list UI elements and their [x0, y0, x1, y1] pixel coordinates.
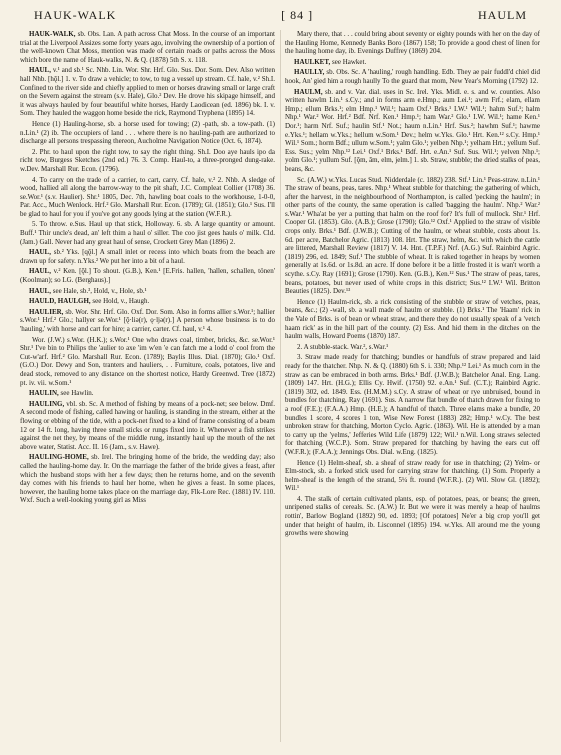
entry-text: Sc. (A.W.) w.Yks. Lucas Stud. Nidderdale (c. 1882) 238. Stf.¹ Lin.¹ Peas-straw. n.Lin.¹ The straw of beans, peas, tares. Nhp.¹ Wheat stubble for thatching; the gathering of which, after the harvest, in the neighbourhood of Northampton, is called 'pecking the haulm'; in other parts of the county, the same operation is called 'bagging the haulm'. Nhp.² War.² s.War.¹ Wha'at be yer a putting that halm on the roof for? It's full of mullock. Shr.¹ Hrf. Cooper Gl. (1853). Glo. (A.B.); Grose (1790); Glo.¹² Oxf.¹ Applied to the straw of visible crops only. Brks.¹ Bdf. (J.W.B.); Cutting of the haulm, or wheat stubble, costs about 1s. 6d. per acre, Batchelor Agric. (1813) 108. Hrt. The straw, helm, &c. with which the cattle are littered, Marshall Review (1817) V. 14. Hnt. (T.P.F.) Nrf. (A.G.) Suf. Rainbird Agric. (1819) 296, ed. 1849; Suf.¹ The stubble of wheat. It is raked together in heaps by women generally at 1s.6d. or 1s.8d. an acre. If done before it be a little frosted it is wan't worth a scythe. s.Cy. Ray (1691); Grose (1790). Ken. (G.B.), Ken.¹² Sus.¹ The straw of peas, tares, beans, potatoes, but never used of white crops in this district; Sus.¹² I.W.¹ Wil. Britton Beauties (1825). Dev.¹³	[285, 175, 540, 296]
entry-text: v.¹ and sb.¹ Sc. Nhb. Lin. Wor. Shr. Hrf. Glo. Sus. Dor. Som. Dev. Also written hall Nhb. [hǭl.] 1. v. To draw a vehicle; to tow, to tug a vessel up stream. Cf. hale, v.² Sh.I. Confined to the river side and chiefly applied to men or horses drawing small or large craft on the Severn against the stream (s.v. Hale), Glo.² Dev. He drove his skipage himself, and it was always hauled by four beautiful white horses, Hardy Laodicean (ed. 1896) bk. I. v. Som. They hauled the waggon home beside the rick, Raymond Tryphena (1895) 14.	[20, 66, 275, 118]
entry-headword: HAULIN,	[29, 389, 59, 398]
column-divider	[280, 30, 281, 742]
entry-headword: HAULIER,	[29, 307, 64, 316]
entry-headword: HAULING,	[29, 399, 65, 408]
dictionary-entry	[285, 30, 540, 56]
dictionary-entry	[20, 176, 275, 219]
right-column	[285, 30, 540, 746]
header-left-headword: HAUK-WALK	[34, 8, 117, 22]
dictionary-entry	[285, 176, 540, 296]
entry-text: sb. Irel. The bringing home of the bride, the wedding day; also called the hauling-home day. Ir. On the marriage the father of the bride gives a feast, after which the husband stops with her a few days; then he returns home, and on the seventh day comes with his friends to haul her home, when he gives a feast. In some places, however, the hauling home takes place on the marriage day, Flk-Lore Rec. (1881) IV. 110. Wxf. Such a well-looking young girl as Miss	[20, 453, 275, 505]
entry-headword: HAUL,	[29, 248, 51, 257]
entry-headword: HAUL,	[29, 267, 51, 276]
dictionary-entry	[20, 120, 275, 146]
dictionary-entry	[20, 267, 275, 284]
dictionary-entry	[20, 287, 275, 296]
entry-text: vbl. sb. Sc. A method of fishing by means of a pock-net; see below. Dmf. A second mode of fishing, called hawing or hauling, is standing in the stream, either at the flowing or ebbing of the tide, with a pock-net fixed to a kind of frame consisting of a beam 12 or 14 ft. long, having three small sticks or rungs fixed into it. Whenever a fish strikes against the net they, by means of the middle rung, instantly haul up the mouth of the net above water, Statist. Acc. II. 16 (Jam., s.v. Hawe).	[20, 399, 275, 451]
entry-text: sb. Obs. Lan. A path across Chat Moss. In the course of an important trial at the Liverpool Assizes some forty years ago, involving the ownership of a portion of the well-known Chat Moss, mention was made of certain roads or paths across the Moss which bore the name of Hauk-walks, N. & Q. (1878) 5th S. x. 118.	[20, 30, 275, 64]
entry-text: 3. Straw made ready for thatching; bundles or handfuls of straw prepared and laid ready for the thatcher. Nhp. N. & Q. (1880) 6th S. i. 330; Nhp.¹² Lei.¹ As much corn in the straw as can be embraced in both arms. Brks.¹ Bdf. (J.W.B.); Batchelor Anal. Eng. Lang. (1809) 147. Hrt. (H.G.); Ellis Cy. Hwif. (1750) 92. e.An.¹ Suf. (C.T.); Rainbird Agric. (1819) 302, ed. 1849. Ess. (H.M.M.) s.Cy. A straw of wheat or rye unbruised, bound in bundles for thatching, Ray (1691). Sus. A narrow flat bundle of thatch drawn for fixing to a roof (F.E.); (F.A.A.) Hmp. (H.E.); A handful of thatch. Three elams make a bundle, 20 bundles 1 score, 4 scores 1 ton, Wise New Forest (1883) 282; Hmp.¹ w.Cy. The best unbroken straw for thatching, Morton Cyclo. Agric. (1863). Wil. He is attended by a man to carry up the 'yelms,' Jefferies Wild Life (1879) 122; Wil.¹ n.Wil. Long straws selected for thatching (W.C.P.). Som. Straw prepared for thatching by having the ears cut off (W.F.R.); (F.A.A.); Jennings Obs. Dial. w.Eng. (1825).	[285, 353, 540, 456]
entry-headword: HAULKET,	[294, 57, 331, 66]
dictionary-entry	[285, 58, 540, 67]
entry-text: v.² Ken. [ǭl.] To shout. (G.B.), Ken.¹ [E.Fris. hallen, 'hallen, schallen, tönen' (Koolman); so LG. (Berghaus).]	[20, 267, 275, 285]
dictionary-entry	[20, 400, 275, 452]
page-number: [ 84 ]	[281, 8, 314, 22]
entry-text: 5. To throw. e.Sus. Haul up that stick, Holloway. 6. sb. A large quantity or amount. Buff.¹ Thir uncle's dead, an' left thim a haul o' siller. The coo jist gees hauls o' milk. Cld. (Jam.) Gall. Never had any great haul of sense, Crockett Grey Man (1896) 2.	[20, 220, 275, 246]
entry-text: see Hale, sb.³, Hold, v., Hole, sb.¹	[50, 286, 147, 295]
entry-text: Mary there, that . . . could bring about seventy or eighty pounds with her on the day of the Hauling Home, Kennedy Banks Boro (1867) 158; To provide a good chest of linen for the hauling home day, ib. Evenings Duffrey (1869) 204.	[285, 30, 540, 56]
dictionary-entry	[285, 298, 540, 341]
entry-headword: HAUL,	[29, 286, 51, 295]
dictionary-entry	[285, 88, 540, 174]
dictionary-entry	[20, 453, 275, 505]
entry-text: Wor. (J.W.) s.Wor. (H.K.); s.Wor.¹ One who draws coal, timber, bricks, &c. se.Wor.¹ Shr.¹ I've bin to Philips the 'aulier to axe 'im w'en 'e can fatch me a lodd o' cool from the Cut-w'arf. Hrf.² Glo. Marshall Rur. Econ. (1789); Baylis Illus. Dial. (1870); Glo.¹ Oxf. (G.O.) Dor. Dewy and Son, tranters and hauliers, . . Furniture, coals, potatoes, live and dead stock, removed to any distance on the shortest notice, Hardy Greenwd. Tree (1872) pt. iv. vii. w.Som.¹	[20, 335, 275, 387]
entry-text: Hence (1) Helm-sheaf, sb. a sheaf of straw ready for use in thatching; (2) Yelm- or Elm-stock, sb. a forked stick used for carrying straw for thatching. (1) Som. Properly a helm-sheaf is the length of the strand, 5¼ ft. round (W.F.R.). (2) Wil. Slow Gl. (1892); Wil.¹	[285, 458, 540, 493]
dictionary-entry	[285, 353, 540, 456]
entry-text: see Hawlin.	[58, 389, 94, 398]
entry-headword: HAULLY,	[294, 68, 325, 77]
entry-headword: HAULD, HAULGH,	[29, 297, 91, 306]
entry-text: sb. and v. Var. dial. uses in Sc. Irel. Yks. Midl. e. s. and w. counties. Also written hawlm Lin.¹ s.Cy.; and in forms arm e.Hmp.; aum Lei.¹; awm Frf.; elam, ellam Hmp.; ellum Brks.¹; elm Hmp.¹ Wil.¹; haam Oxf.¹ Brks.¹ I.W.¹ Wil.¹; hahm Suf.¹; halm Nhp.¹ War.² Wor. Hrf.² Bdf. Nrf. Ken.¹ Hmp.¹; ham War.² Glo.¹ I.W. Wil.¹; hame Ken.¹ Dor.¹; harm Nrf. Suf.; haulin Stf.¹ Not.; haum n.Lin.¹ Hrf. Sus.²; hawhm Suf.¹; hawme e.Yks.¹; hellam w.Yks.; hellum w.Som.¹ Dev.; helm w.Yks. Glo.¹ Hrt. Ken.¹² s.Cy. Hmp.¹ Wil.¹ Som.; horm Bdf.; ullum w.Som.¹; yalm Glo.¹; yelben Nhp.¹; yelham Hrt.; yellum Suf. Ess. Sus.; yelm Nhp.¹² Lei.¹ Oxf.¹ Brks.¹ Bdf. Hrt. e.An.¹ Suf. Sus. Wil.¹; yelven Nhp.¹; yolm Glo.¹; yullum Suf. [ǭm, ām, elm, jelm.] 1. sb. Straw, stubble; the dried stalks of peas, beans, &c.	[285, 87, 540, 173]
running-header	[20, 8, 541, 26]
dictionary-entry	[285, 459, 540, 493]
entry-headword: HAULM,	[294, 87, 323, 96]
entry-text: see Hawket.	[330, 57, 367, 66]
entry-headword: HAULING-HOME,	[29, 453, 89, 462]
entry-text: sb. Obs. Sc. A 'hauling,' rough handling. Edb. They ae pair fuddl'd chiel did hook, An' gied him a rough haully To the guard that mom, New Year's Morning (1792) 12.	[285, 68, 540, 85]
entry-text: Hence (1) Haulm-rick, sb. a rick consisting of the stubble or straw of vetches, peas, beans, &c.; (2) -wall, sb. a wall made of haulm or stubble. (1) Brks.¹ The 'Haam' rick in the Vale of Brks. is of bean or wheat straw, and there they do not usually speak of a 'vetch haam rick' as in the hill part of the county. (2) Ess. And hid them in the ditches on the haulm walls, Howard Poems (1870) 187.	[285, 297, 540, 341]
dictionary-entry	[285, 343, 540, 352]
entry-headword: HAUL,	[29, 66, 51, 75]
left-column	[20, 30, 275, 746]
dictionary-entry	[20, 336, 275, 388]
entry-text: 2. Phr. to haul upon the right tow, to say the right thing. Sh.I. Doo aye hauls ipo da richt tow, Burgess Sketches (2nd ed.) 76. 3. Comp. Haul-to, a three-pronged dung-rake. w.Dev. Marshall Rur. Econ. (1796).	[20, 147, 275, 173]
entry-text: sb.² Yks. [qǭl.] A small inlet or recess into which boats from the beach are drawn up for safety. n.Yks.² We put her into a bit of a haul.	[20, 248, 275, 265]
dictionary-entry	[20, 66, 275, 118]
entry-text: Hence (1) Hauling-horse, sb. a horse used for towing; (2) -path, sb. a tow-path. (1) n.Lin.¹ (2) ib. The occupiers of land . . . where there is no hauling-path are authorized to discharge all persons trespassing thereon, Aucholme Navigation Notice (Oct. 6, 1874).	[20, 119, 275, 146]
dictionary-entry	[285, 68, 540, 85]
header-right-headword: HAULM	[477, 8, 527, 22]
entry-text: 4. To carry on the trade of a carrier, to cart, carry. Cf. hale, v.² 2. Nhb. A sledge of wood, hallied all along the barrow-way to the pit shaft, J.C. Compleat Collier (1708) 36. se.Wor.¹ (s.v. Haulier). Shr.¹ 1805, Dec. 7th, hawling boat coals to the workhouse, 1-0-0, Par. Acc., Much Wenlock. Hrf.² Glo. Marshall Rur. Econ. (1789); Gl. (1851); Glo.¹ Sus. I'll be glad to haul for you if you've got any goods lying at the station (W.F.R.).	[20, 175, 275, 218]
dictionary-entry	[285, 495, 540, 538]
dictionary-entry	[20, 297, 275, 306]
entry-text: sb. Wor. Shr. Hrf. Glo. Oxf. Dor. Som. Also in forms allier s.Wor.¹; hallier s.Wor.¹ Hrf.² Glo.; hallyer se.Wor.¹ [ǭ·liə(r), ǫ·ljə(r).] A person whose business is to do 'hauling,' with horse and cart for hire; a carrier, carter. Cf. haul, v.¹ 4.	[20, 307, 275, 333]
dictionary-entry	[20, 220, 275, 246]
entry-headword: HAUK-WALK,	[29, 30, 76, 38]
dictionary-entry	[20, 30, 275, 64]
dictionary-entry	[20, 308, 275, 334]
entry-text: 4. The stalk of certain cultivated plants, esp. of potatoes, peas, or beans; the green, unripened stalks of cereals. Sc. (A.W.) Ir. But we were it was merely a heap of haulms rottin', Barlow Bogland (1892) 90, ed. 1893; [Of potatoes] Ne'er a big crop you'll get under that height of haulm, ib. Lisconnel (1895) 194. w.Yks. All around me the young growths were showing	[285, 494, 540, 538]
dictionary-entry	[20, 248, 275, 265]
entry-text: 2. A stubble-stack. War.², s.War.¹	[297, 342, 389, 351]
dictionary-entry	[20, 389, 275, 398]
dictionary-entry	[20, 148, 275, 174]
entry-text: see Hold, v., Haugh.	[90, 297, 150, 306]
